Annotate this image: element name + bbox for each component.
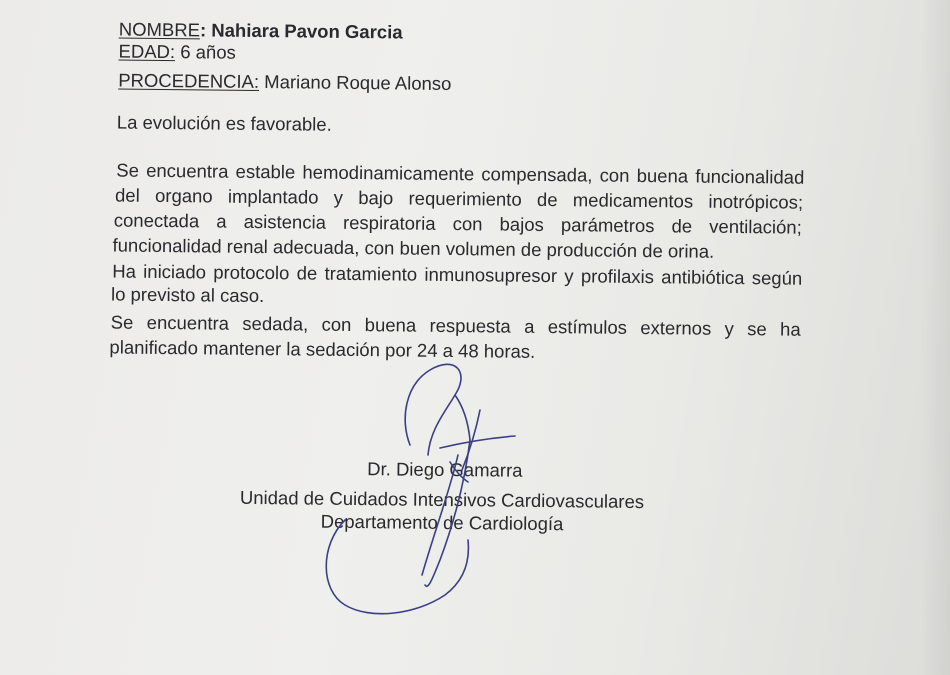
paragraph-3-line-1: Se encuentra sedada, con buena respuesta a estímulos externos y se ha: [110, 311, 801, 340]
paragraph-2-line-1: Ha iniciado protocolo de tratamiento inmunosupresor y profilaxis antibiótica según: [112, 260, 803, 289]
doctor-name: Dr. Diego Gamarra: [367, 458, 523, 481]
paragraph-1-line-2: del organo implantado y bajo requerimiento de medicamentos inotrópicos;: [114, 184, 804, 213]
department-name: Departamento de Cardiología: [320, 510, 564, 535]
paragraph-1-line-1: Se encuentra estable hemodinamicamente compensada, con buena funcionalidad: [116, 159, 805, 188]
paragraph-1-line-3: conectada a asistencia respiratoria con bajos parámetros de ventilación;: [113, 209, 802, 238]
age-value: 6 años: [180, 41, 236, 63]
evolution-statement: La evolución es favorable.: [116, 111, 332, 135]
origin-value: Mariano Roque Alonso: [264, 71, 452, 95]
origin-label: PROCEDENCIA:: [118, 69, 260, 92]
paragraph-3-line-2: planificado mantener la sedación por 24 a 48 horas.: [109, 336, 536, 362]
paragraph-1-line-4: funcionalidad renal adecuada, con buen volumen de producción de orina.: [112, 234, 715, 262]
unit-name: Unidad de Cuidados Intensivos Cardiovasculares: [239, 486, 645, 513]
origin-row: [118, 70, 451, 95]
name-row: NOMBRE: Nahiara Pavon Garcia: [118, 18, 403, 43]
age-row: [118, 41, 235, 64]
paragraph-2-line-2: lo previsto al caso.: [110, 283, 265, 307]
name-label: NOMBRE: [118, 18, 201, 41]
age-label: EDAD:: [118, 40, 176, 63]
name-value: Nahiara Pavon Garcia: [211, 19, 403, 43]
